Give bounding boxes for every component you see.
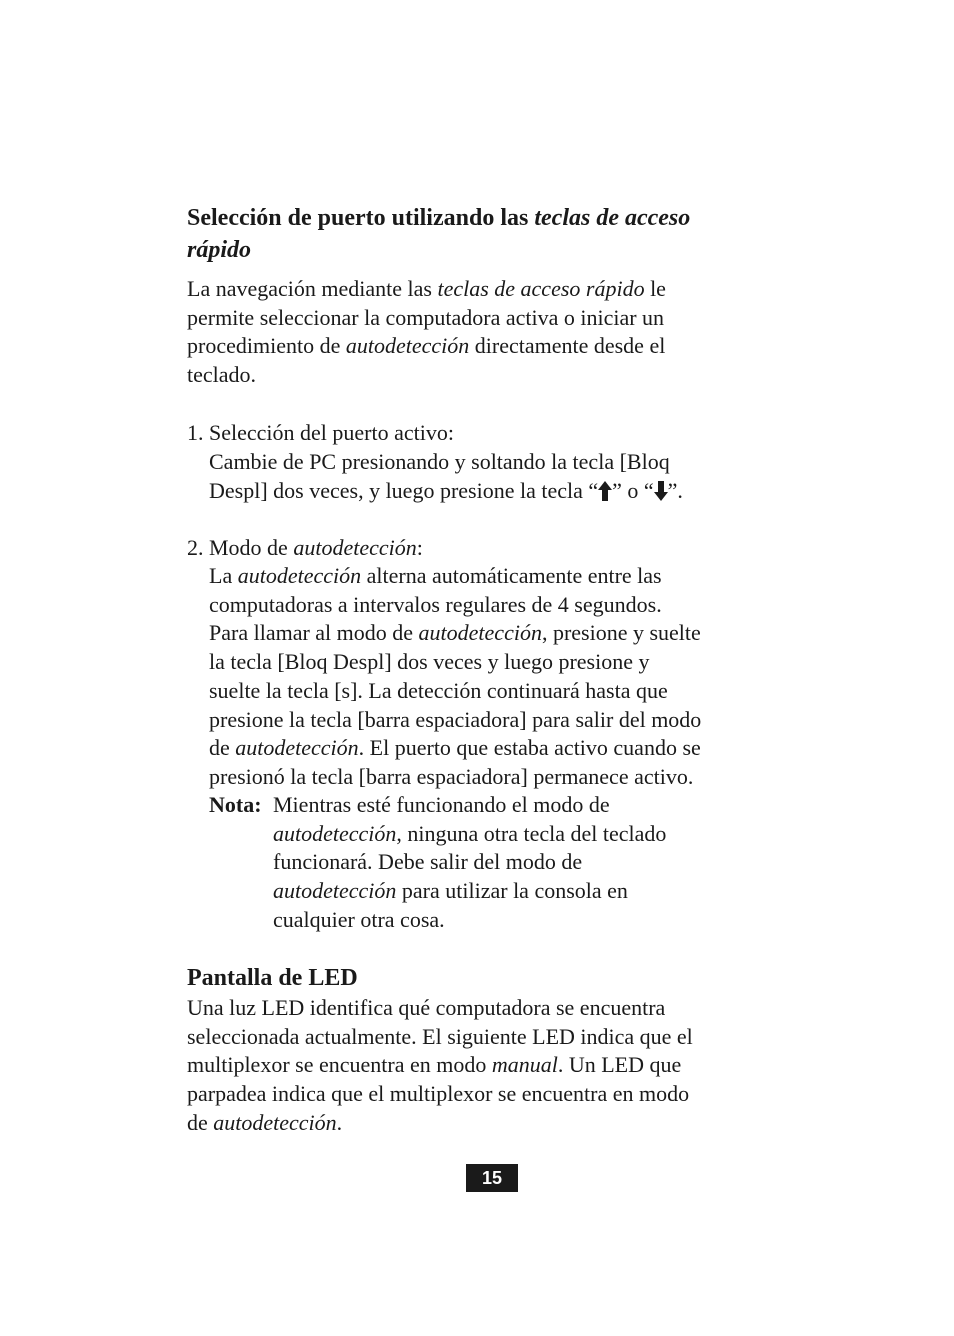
text: presionó la tecla [barra espaciadora] permanece activo. — [209, 763, 694, 789]
note-body — [273, 791, 773, 935]
text: computadoras a intervalos regulares de 4 segundos. — [209, 591, 662, 617]
text: La — [209, 563, 238, 588]
text: . Un LED que — [557, 1052, 682, 1078]
item-1-title: 1. Selección del puerto activo: — [187, 420, 454, 445]
text: seleccionada actualmente. El siguiente LED indica que el — [187, 1023, 693, 1049]
text: , ninguna otra tecla del teclado — [396, 820, 667, 846]
text: La navegación mediante las — [187, 276, 438, 301]
text: suelte la tecla [s]. La detección continuará hasta que — [209, 677, 668, 703]
text: : — [416, 535, 423, 560]
led-paragraph — [187, 994, 762, 1138]
heading-italic-text: teclas de acceso — [534, 205, 691, 231]
text: para utilizar la consola en — [396, 878, 628, 904]
item-2-body — [209, 562, 769, 792]
text: la tecla [Bloq Despl] dos veces y luego presione y — [209, 649, 650, 675]
text: funcionará. Debe salir del modo de — [273, 849, 583, 875]
text: Para llamar al modo de — [209, 620, 419, 646]
item-1-body — [209, 448, 769, 505]
note-label: Nota: — [209, 792, 262, 817]
text: Despl] dos veces, y luego presione la tecla “ — [209, 477, 599, 503]
text: 2. Modo de — [187, 535, 294, 560]
italic-text: teclas de acceso rápido — [437, 276, 645, 301]
section-heading-led: Pantalla de LED — [187, 965, 358, 991]
arrow-down-icon — [654, 481, 668, 501]
arrow-up-icon — [598, 481, 612, 501]
italic-text: autodetección — [273, 820, 397, 846]
intro-paragraph — [187, 275, 762, 390]
text: Cambie de PC presionando y soltando la tecla [Bloq — [209, 449, 670, 474]
italic-text: autodetección — [345, 333, 470, 359]
text: permite seleccionar la computadora activa o iniciar un — [187, 304, 665, 330]
text: de — [209, 735, 236, 761]
page-number: 15 — [466, 1164, 518, 1192]
italic-text: autodetección — [418, 620, 542, 646]
text: directamente desde el — [469, 333, 666, 359]
italic-text: autodetección — [293, 535, 417, 560]
text: multiplexor se encuentra en modo — [187, 1052, 492, 1078]
text: procedimiento de — [187, 333, 346, 359]
section-heading-hotkeys — [187, 202, 767, 266]
heading-italic-text-2: rápido — [187, 237, 252, 263]
italic-text: autodetección — [213, 1109, 337, 1135]
italic-text: autodetección — [237, 563, 362, 588]
text: Una luz LED identifica qué computadora se encuentra — [187, 995, 666, 1020]
text: , presione y suelte — [541, 620, 701, 646]
text: . — [336, 1109, 343, 1135]
italic-text: autodetección — [273, 878, 397, 904]
text: cualquier otra cosa. — [273, 906, 445, 932]
italic-text: autodetección — [235, 735, 359, 761]
text: . El puerto que estaba activo cuando se — [358, 735, 701, 761]
item-2-title — [187, 534, 762, 563]
text: alterna automáticamente entre las — [361, 563, 662, 588]
text: Mientras esté funcionando el modo de — [273, 792, 610, 817]
text: ”. — [667, 477, 683, 503]
italic-text: manual — [491, 1052, 558, 1078]
text: de — [187, 1109, 214, 1135]
text: le — [644, 276, 666, 301]
text: parpadea indica que el multiplexor se encuentra en modo — [187, 1081, 690, 1107]
heading-text: Selección de puerto utilizando las — [187, 205, 535, 231]
text: teclado. — [187, 362, 257, 388]
text: ” o “ — [612, 477, 654, 503]
text: presione la tecla [barra espaciadora] para salir del modo — [209, 706, 702, 732]
